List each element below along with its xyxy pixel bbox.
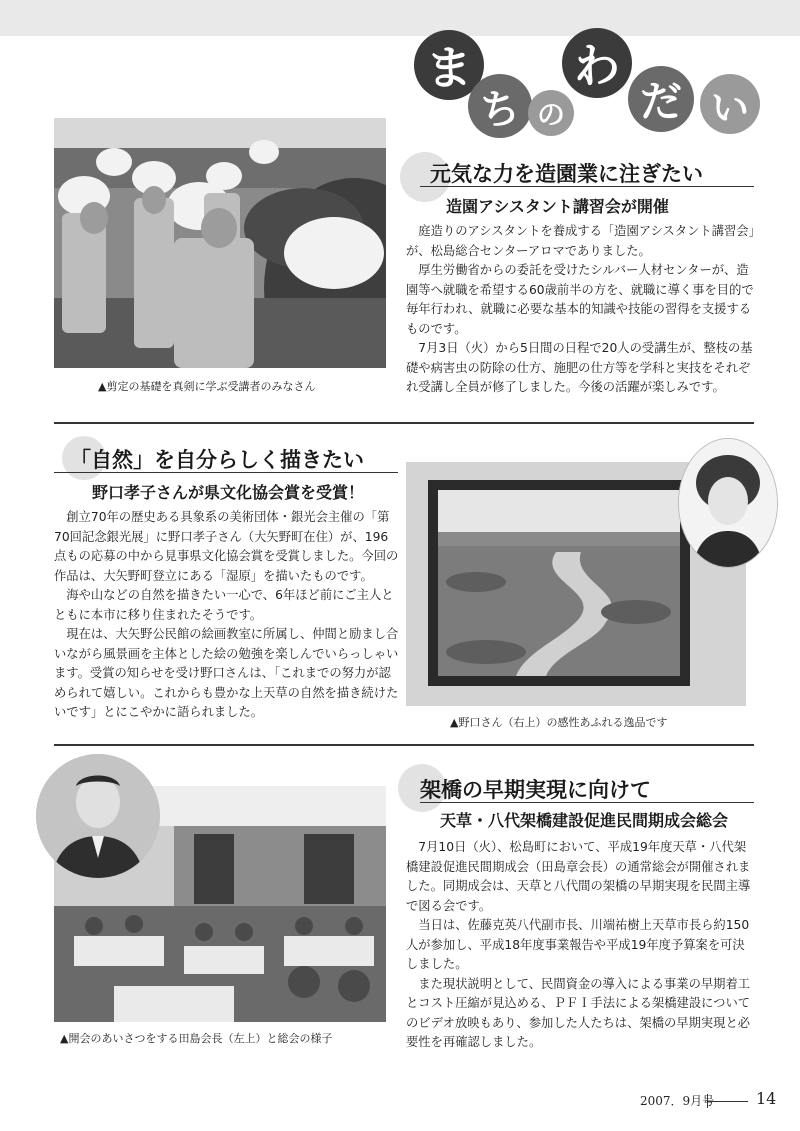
article1-title-underline xyxy=(420,186,754,187)
title-char-i: い xyxy=(700,74,760,134)
article3-paragraph: 7月10日（火）、松島町において、平成19年度天草・八代架橋建設促進民間期成会（田島章会長）の通常総会が開催されました。同期成会は、天草と八代間の架橋の早期実現を民間主導で図る会です。 xyxy=(406,840,751,913)
article2-body xyxy=(54,508,400,723)
issue-label: 2007．9月号 xyxy=(640,1094,715,1108)
assembly-photo-caption: ▲開会のあいさつをする田島会長（左上）と総会の様子 xyxy=(60,1032,333,1045)
section-divider xyxy=(54,422,754,424)
article1-paragraph: 厚生労働省からの委託を受けたシルバー人材センターが、造園等へ就職を希望する60歳前半の方を、就職に導く事を目的で毎年行われ、就職に必要な基本的知識や技能の習得を支援するものです。 xyxy=(406,263,754,336)
tajima-portrait-illustration xyxy=(36,754,160,878)
gardening-photo xyxy=(54,118,386,368)
article3-subtitle: 天草・八代架橋建設促進民間期成会総会 xyxy=(440,811,729,830)
article1-subtitle: 造園アシスタント講習会が開催 xyxy=(446,197,669,216)
footer-rule xyxy=(708,1101,748,1102)
noguchi-portrait xyxy=(678,438,778,568)
article1-body xyxy=(406,222,756,398)
gardening-photo-caption: ▲剪定の基礎を真剣に学ぶ受講者のみなさん xyxy=(98,380,316,393)
article2-subtitle: 野口孝子さんが県文化協会賞を受賞！ xyxy=(92,483,365,502)
page-number: 14 xyxy=(756,1089,777,1108)
tajima-portrait xyxy=(36,754,160,878)
title-char-chi: ち xyxy=(468,74,532,138)
title-char-ma: ま xyxy=(414,30,484,100)
title-char-da: だ xyxy=(628,66,694,132)
gardening-photo-illustration xyxy=(54,118,386,368)
title-char-no: の xyxy=(528,90,574,136)
top-band xyxy=(0,0,800,36)
article3-body xyxy=(406,838,756,1053)
article3-title: 架橋の早期実現に向けて xyxy=(420,778,651,802)
article3-paragraph: また現状説明として、民間資金の導入による事業の早期着工とコスト圧縮が見込める、ＰＦＩ手法による架橋建設についてのビデオ放映もあり、参加した人たちは、架橋の早期実現と必要性を再確認しました。 xyxy=(406,976,751,1049)
article1-title: 元気な力を造園業に注ぎたい xyxy=(430,162,703,186)
portrait-illustration xyxy=(679,439,777,567)
article1-paragraph: 7月3日（火）から5日間の日程で20人の受講生が、整枝の基礎や病害虫の防除の仕方、施肥の仕方等を学科と実技をそれぞれ受講し全員が修了しました。今後の活躍が楽しみです。 xyxy=(406,341,753,394)
section-divider xyxy=(54,744,754,746)
article2-title: 「自然」を自分らしく描きたい xyxy=(70,448,364,472)
article2-paragraph: 海や山などの自然を描きたい一心で、6年ほど前にご主人とともに本市に移り住まれたそうです。 xyxy=(54,588,394,622)
article2-title-underline xyxy=(54,472,398,473)
article3-paragraph: 当日は、佐藤克英八代副市長、川端祐樹上天草市長ら約150人が参加し、平成18年度事業報告や平成19年度予算案を可決しました。 xyxy=(406,918,750,971)
article3-title-underline xyxy=(420,802,754,803)
article1-paragraph: 庭造りのアシスタントを養成する「造園アシスタント講習会」が、松島総合センターアロマでありました。 xyxy=(406,224,755,258)
article2-paragraph: 創立70年の歴史ある具象系の美術団体・銀光会主催の「第70回記念銀光展」に野口孝子さん（大矢野町在住）が、196点もの応募の中から見事県文化協会賞を受賞しました。今回の作品は、大矢野町登立にある「湿原」を描いたものです。 xyxy=(54,510,399,583)
title-char-wa: わ xyxy=(562,28,632,98)
footer-rule-tick xyxy=(707,1094,708,1108)
article2-paragraph: 現在は、大矢野公民館の絵画教室に所属し、仲間と励まし合いながら風景画を主体とした絵の勉強を楽しんでいらっしゃいます。受賞の知らせを受け野口さんは、「これまでの努力が認められて嬉しい。これからも豊かな上天草の自然を描き続けたいです」とにこやかに語られました。 xyxy=(54,627,399,719)
painting-photo-caption: ▲野口さん（右上）の感性あふれる逸品です xyxy=(450,716,668,729)
